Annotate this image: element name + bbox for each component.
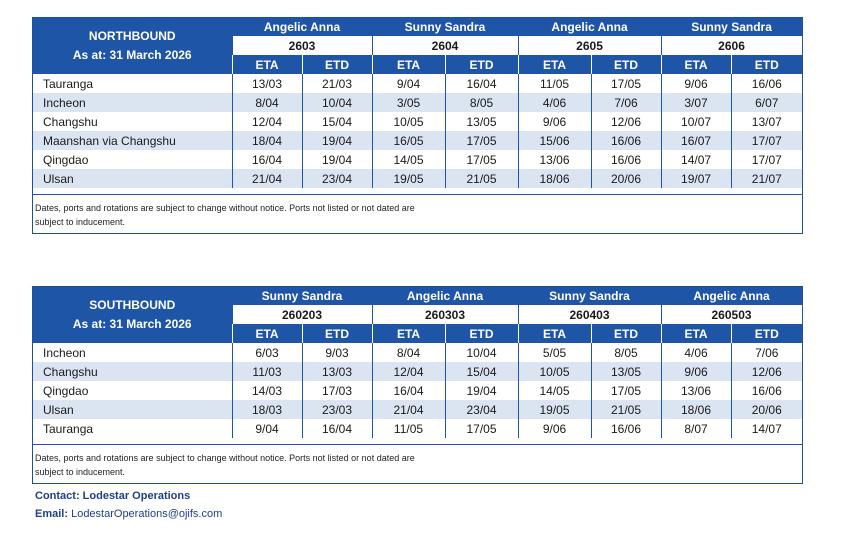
etd-date: 8/05: [591, 343, 661, 362]
eta-date: 14/07: [661, 150, 731, 169]
eta-date: 21/04: [372, 400, 445, 419]
contact-label: Contact: Lodestar Operations: [35, 490, 191, 502]
vessel-name: Angelic Anna: [372, 287, 518, 305]
eta-header: ETA: [518, 324, 591, 343]
etd-date: 17/05: [445, 419, 518, 438]
etd-date: 21/05: [445, 169, 518, 188]
northbound-disclaimer: [33, 194, 802, 233]
email-address[interactable]: LodestarOperations@ojifs.com: [71, 508, 223, 520]
schedule-row: [33, 381, 802, 400]
etd-date: 13/05: [591, 362, 661, 381]
etd-date: 6/07: [731, 93, 802, 112]
eta-date: 18/06: [661, 400, 731, 419]
voyage-number: 260403: [518, 305, 661, 324]
eta-date: 14/05: [518, 381, 591, 400]
etd-header: ETD: [591, 324, 661, 343]
eta-date: 18/04: [232, 131, 302, 150]
vessel-name: Sunny Sandra: [232, 287, 372, 305]
disclaimer-line: Dates, ports and rotations are subject to change without notice. Ports not listed or not dated are: [35, 453, 415, 463]
eta-date: 12/04: [372, 362, 445, 381]
northbound-schedule: [32, 17, 803, 234]
eta-header: ETA: [232, 324, 302, 343]
eta-date: 3/05: [372, 93, 445, 112]
voyage-number: 260303: [372, 305, 518, 324]
eta-date: 12/04: [232, 112, 302, 131]
eta-date: 5/05: [518, 343, 591, 362]
schedule-row: [33, 362, 802, 381]
port-name: Incheon: [33, 93, 232, 112]
eta-date: 6/03: [232, 343, 302, 362]
etd-date: 21/03: [302, 74, 372, 93]
eta-date: 13/06: [518, 150, 591, 169]
voyage-number: 2604: [372, 36, 518, 55]
eta-date: 9/06: [518, 419, 591, 438]
etd-date: 10/04: [302, 93, 372, 112]
etd-date: 16/04: [302, 419, 372, 438]
eta-date: 19/05: [518, 400, 591, 419]
disclaimer-line: subject to inducement.: [35, 467, 126, 477]
eta-date: 9/06: [661, 74, 731, 93]
vessel-name: Sunny Sandra: [518, 287, 661, 305]
etd-date: 15/04: [302, 112, 372, 131]
vessel-name: Angelic Anna: [661, 287, 802, 305]
etd-date: 20/06: [591, 169, 661, 188]
southbound-disclaimer: [33, 444, 802, 483]
etd-date: 19/04: [302, 150, 372, 169]
eta-date: 10/07: [661, 112, 731, 131]
eta-date: 11/05: [518, 74, 591, 93]
schedule-row: [33, 169, 802, 188]
email-label: Email:: [35, 508, 69, 520]
etd-header: ETD: [302, 324, 372, 343]
eta-date: 8/04: [232, 93, 302, 112]
port-name: Qingdao: [43, 152, 89, 167]
etd-date: 23/03: [302, 400, 372, 419]
etd-date: 17/07: [731, 131, 802, 150]
etd-date: 21/05: [591, 400, 661, 419]
eta-date: 9/06: [518, 112, 591, 131]
southbound-as-at: As at: 31 March 2026: [72, 317, 192, 331]
eta-header: ETA: [232, 55, 302, 74]
port-name: Tauranga: [43, 421, 94, 436]
etd-date: 13/07: [731, 112, 802, 131]
disclaimer-line: subject to inducement.: [35, 217, 126, 227]
eta-date: 13/06: [661, 381, 731, 400]
etd-date: 23/04: [445, 400, 518, 419]
eta-date: 10/05: [372, 112, 445, 131]
eta-date: 16/05: [372, 131, 445, 150]
etd-date: 8/05: [445, 93, 518, 112]
northbound-table: [33, 18, 803, 188]
vessel-name: Sunny Sandra: [661, 18, 802, 36]
etd-date: 16/06: [731, 74, 802, 93]
eta-header: ETA: [661, 324, 731, 343]
eta-date: 18/03: [232, 400, 302, 419]
southbound-title: SOUTHBOUND: [89, 298, 176, 312]
etd-date: 14/07: [731, 419, 802, 438]
southbound-header: [33, 287, 232, 343]
eta-date: 16/07: [661, 131, 731, 150]
eta-date: 21/04: [232, 169, 302, 188]
voyage-number: 2605: [518, 36, 661, 55]
eta-date: 8/07: [661, 419, 731, 438]
eta-date: 9/04: [372, 74, 445, 93]
vessel-name: Angelic Anna: [232, 18, 372, 36]
northbound-as-at: As at: 31 March 2026: [72, 48, 192, 62]
schedule-row: [33, 150, 802, 169]
etd-date: 10/04: [445, 343, 518, 362]
etd-header: ETD: [302, 55, 372, 74]
etd-header: ETD: [731, 324, 802, 343]
etd-date: 7/06: [591, 93, 661, 112]
etd-header: ETD: [731, 55, 802, 74]
eta-header: ETA: [661, 55, 731, 74]
port-name: Qingdao: [43, 383, 89, 398]
voyage-number: 260203: [232, 305, 372, 324]
eta-header: ETA: [518, 55, 591, 74]
schedule-row: [33, 343, 802, 362]
etd-date: 16/06: [591, 150, 661, 169]
etd-date: 16/06: [731, 381, 802, 400]
southbound-schedule: [32, 286, 803, 484]
schedule-row: [33, 93, 802, 112]
vessel-name: Sunny Sandra: [372, 18, 518, 36]
eta-header: ETA: [372, 324, 445, 343]
contact-line: [35, 490, 190, 502]
etd-date: 17/03: [302, 381, 372, 400]
etd-date: 19/04: [302, 131, 372, 150]
disclaimer-line: Dates, ports and rotations are subject to change without notice. Ports not listed or not dated are: [35, 203, 415, 213]
northbound-title: NORTHBOUND: [88, 29, 176, 43]
eta-date: 9/04: [232, 419, 302, 438]
eta-date: 4/06: [661, 343, 731, 362]
schedule-row: [33, 419, 802, 438]
etd-date: 13/05: [445, 112, 518, 131]
etd-date: 17/05: [591, 74, 661, 93]
port-name: Ulsan: [33, 400, 232, 419]
etd-date: 15/04: [445, 362, 518, 381]
eta-date: 13/03: [232, 74, 302, 93]
etd-date: 16/04: [445, 74, 518, 93]
eta-date: 14/05: [372, 150, 445, 169]
eta-date: 16/04: [372, 381, 445, 400]
voyage-number: 260503: [661, 305, 802, 324]
etd-date: 17/07: [731, 150, 802, 169]
etd-date: 20/06: [731, 400, 802, 419]
port-name: Incheon: [43, 345, 86, 360]
eta-date: 19/05: [372, 169, 445, 188]
etd-date: 12/06: [591, 112, 661, 131]
etd-date: 16/06: [591, 131, 661, 150]
eta-date: 9/06: [661, 362, 731, 381]
etd-date: 13/03: [302, 362, 372, 381]
eta-date: 15/06: [518, 131, 591, 150]
schedule-row: [33, 131, 802, 150]
eta-date: 14/03: [232, 381, 302, 400]
eta-date: 4/06: [518, 93, 591, 112]
eta-date: 19/07: [661, 169, 731, 188]
voyage-number: 2603: [232, 36, 372, 55]
voyage-number: 2606: [661, 36, 802, 55]
etd-header: ETD: [591, 55, 661, 74]
eta-header: ETA: [372, 55, 445, 74]
etd-date: 19/04: [445, 381, 518, 400]
etd-header: ETD: [445, 55, 518, 74]
etd-date: 17/05: [445, 131, 518, 150]
schedule-row: [33, 74, 802, 93]
eta-date: 8/04: [372, 343, 445, 362]
etd-date: 23/04: [302, 169, 372, 188]
etd-date: 21/07: [731, 169, 802, 188]
etd-date: 9/03: [302, 343, 372, 362]
etd-date: 7/06: [731, 343, 802, 362]
eta-date: 18/06: [518, 169, 591, 188]
port-name: Changshu: [33, 362, 232, 381]
eta-date: 11/05: [372, 419, 445, 438]
northbound-header: [33, 18, 232, 74]
port-name: Tauranga: [43, 76, 94, 91]
eta-date: 3/07: [661, 93, 731, 112]
schedule-row: [33, 400, 802, 419]
port-name: Ulsan: [33, 169, 232, 188]
etd-date: 16/06: [591, 419, 661, 438]
etd-date: 17/05: [591, 381, 661, 400]
port-name: Maanshan via Changshu: [33, 131, 232, 150]
port-name: Changshu: [43, 114, 98, 129]
etd-header: ETD: [445, 324, 518, 343]
vessel-name: Angelic Anna: [518, 18, 661, 36]
email-line: [35, 508, 222, 520]
southbound-table: [33, 287, 803, 438]
eta-date: 16/04: [232, 150, 302, 169]
eta-date: 11/03: [232, 362, 302, 381]
etd-date: 12/06: [731, 362, 802, 381]
schedule-row: [33, 112, 802, 131]
etd-date: 17/05: [445, 150, 518, 169]
eta-date: 10/05: [518, 362, 591, 381]
